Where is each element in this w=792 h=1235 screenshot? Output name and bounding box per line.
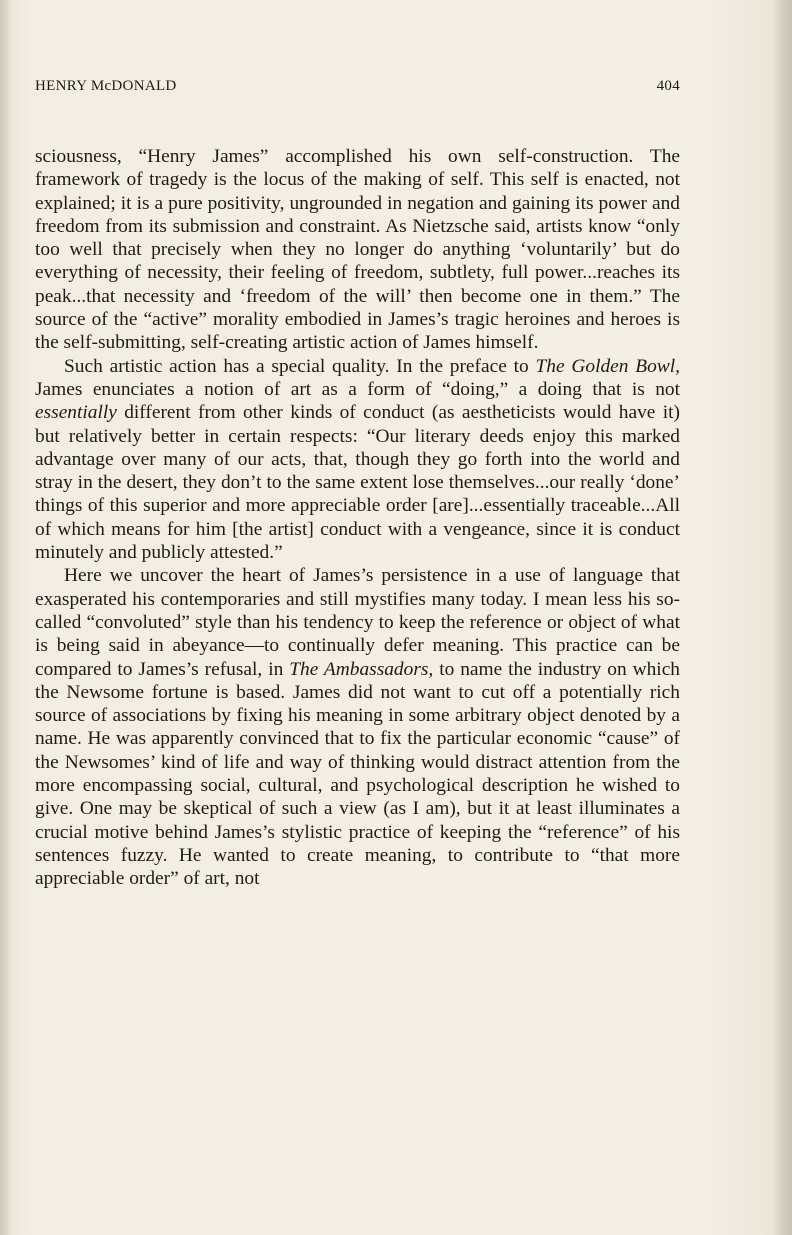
page-edge-shadow [774, 0, 792, 1235]
text-run: Here we uncover the heart of James’s persistence in a use of language that exasperated his contemporaries and still mystifies many today. I mean less his so-called “convoluted” style than his tendency to keep the reference or object of what is being said in abeyance—to continually defer meaning. This practice can be compared to James’s refusal, in [35, 565, 680, 680]
text-run: Such artistic action has a special quality. In the preface to [64, 355, 536, 377]
text-run: James enunciates a notion of art as a form of “doing,” a doing that is not [35, 378, 680, 400]
italic-text: The Ambassadors, [289, 658, 434, 680]
gutter-shadow [0, 0, 12, 1235]
paragraph [35, 355, 680, 565]
page-number: 404 [656, 78, 680, 94]
text-run: sciousness, “Henry James” accomplished his own self-construction. The framework of tragedy is the locus of the making of self. This self is enacted, not explained; it is a pure positivity, ungrounded in negation and gaining its power and freedom from its submission and constraint. As Nietzsche said, artists know “only too well that precisely when they no longer do anything ‘voluntarily’ but do everything of necessity, their feeling of freedom, subtlety, full power...reaches its peak...that necessity and ‘freedom of the will’ then become one in them.” The source of the “active” morality embodied in James’s tragic heroines and heroes is the self-submitting, self-creating artistic action of James himself. [35, 146, 680, 354]
paragraph [35, 145, 680, 355]
italic-text: essentially [35, 402, 117, 424]
paragraph [35, 564, 680, 890]
body-text [35, 145, 680, 891]
text-run: to name the industry on which the Newsome fortune is based. James did not want to cut off a potentially rich source of associations by fixing his meaning in some arbitrary object denoted by a name. He was apparently convinced that to fix the particular economic “cause” of the Newsomes’ kind of life and way of thinking would distract attention from the more encompassing social, cultural, and psychological description he wished to give. One may be skeptical of such a view (as I am), but it at least illuminates a crucial motive behind James’s stylistic practice of keeping the “reference” of his sentences fuzzy. He wanted to create meaning, to contribute to “that more appreciable order” of art, not [35, 658, 680, 890]
text-run: different from other kinds of conduct (as aestheticists would have it) but relatively better in certain respects: “Our literary deeds enjoy this marked advantage over many of our acts, that, though they go forth into the world and stray in the desert, they don’t to the same extent lose themselves...our really ‘done’ things of this superior and more appreciable order [are]...essentially traceable...All of which means for him [the artist] conduct with a vengeance, since it is conduct minutely and publicly attested.” [35, 402, 680, 564]
italic-text: The Golden Bowl, [535, 355, 680, 377]
running-head-author: HENRY McDONALD [35, 78, 177, 94]
running-head [35, 78, 680, 100]
